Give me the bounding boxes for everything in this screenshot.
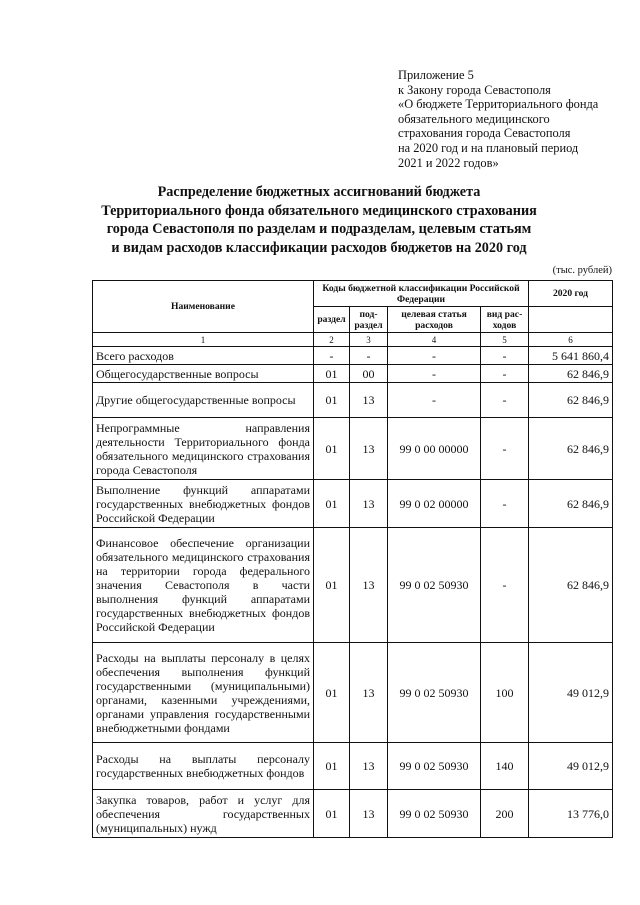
- row-amount: 62 846,9: [529, 528, 613, 643]
- appendix-line: 2021 и 2022 годов»: [398, 155, 499, 170]
- table-row: [93, 480, 613, 528]
- table-row: [93, 365, 613, 383]
- header-year: 2020 год: [529, 281, 613, 307]
- row-section: 01: [314, 418, 350, 480]
- column-number: 3: [350, 333, 388, 347]
- column-number: 1: [93, 333, 314, 347]
- row-type: -: [481, 365, 529, 383]
- row-section: 01: [314, 528, 350, 643]
- row-type: 140: [481, 743, 529, 790]
- appendix-note: [398, 68, 628, 170]
- header-name: Наименование: [93, 281, 314, 333]
- table-row: [93, 643, 613, 743]
- column-number: 2: [314, 333, 350, 347]
- row-amount: 49 012,9: [529, 743, 613, 790]
- row-subsection: 13: [350, 743, 388, 790]
- row-section: 01: [314, 365, 350, 383]
- row-subsection: -: [350, 347, 388, 365]
- row-section: 01: [314, 383, 350, 418]
- row-type: -: [481, 347, 529, 365]
- header-target: целевая статья расходов: [388, 307, 481, 333]
- header-section: раздел: [314, 307, 350, 333]
- row-subsection: 13: [350, 383, 388, 418]
- table-row: [93, 418, 613, 480]
- row-type: 100: [481, 643, 529, 743]
- row-name: Закупка товаров, работ и услуг для обеспечения государственных (муниципальных) нужд: [93, 790, 314, 838]
- row-amount: 62 846,9: [529, 418, 613, 480]
- row-type: -: [481, 383, 529, 418]
- row-section: 01: [314, 643, 350, 743]
- row-section: 01: [314, 743, 350, 790]
- row-section: -: [314, 347, 350, 365]
- table-row: [93, 347, 613, 365]
- header-expense-type: вид рас-ходов: [481, 307, 529, 333]
- row-amount: 49 012,9: [529, 643, 613, 743]
- appendix-line: обязательного медицинского: [398, 111, 550, 126]
- row-subsection: 13: [350, 480, 388, 528]
- row-subsection: 13: [350, 528, 388, 643]
- title-line: и видам расходов классификации расходов бюджетов на 2020 год: [111, 239, 527, 256]
- row-target: 99 0 02 50930: [388, 743, 481, 790]
- title-line: Распределение бюджетных ассигнований бюджета: [157, 184, 481, 200]
- row-target: -: [388, 365, 481, 383]
- row-amount: 13 776,0: [529, 790, 613, 838]
- title-line: города Севастополя по разделам и подразделам, целевым статьям: [106, 221, 532, 237]
- column-number: 6: [529, 333, 613, 347]
- row-section: 01: [314, 790, 350, 838]
- row-name: Расходы на выплаты персоналу государственных внебюджетных фондов: [93, 743, 314, 790]
- row-name: Непрограммные направления деятельности Территориального фонда обязательного медицинского страхования города Севастополя: [93, 418, 314, 480]
- row-section: 01: [314, 480, 350, 528]
- row-type: -: [481, 528, 529, 643]
- row-target: 99 0 02 00000: [388, 480, 481, 528]
- table-row: [93, 790, 613, 838]
- table-row: [93, 743, 613, 790]
- table-row: [93, 528, 613, 643]
- title-line: Территориального фонда обязательного медицинского страхования: [101, 202, 537, 219]
- column-number-row: [93, 333, 613, 347]
- header-codes-group: Коды бюджетной классификации Российской Федерации: [314, 281, 529, 307]
- appendix-line: Приложение 5: [398, 68, 474, 82]
- document-title: [60, 183, 578, 257]
- table-row: [93, 383, 613, 418]
- appendix-line: к Закону города Севастополя: [398, 82, 551, 97]
- row-type: 200: [481, 790, 529, 838]
- row-target: 99 0 02 50930: [388, 528, 481, 643]
- row-subsection: 13: [350, 643, 388, 743]
- row-name: Расходы на выплаты персоналу в целях обеспечения выполнения функций государственными (муниципальными) органами, казенными учреждениями, органами управления государственными внебюджетными фондами: [93, 643, 314, 743]
- row-amount: 62 846,9: [529, 383, 613, 418]
- row-subsection: 13: [350, 418, 388, 480]
- row-target: 99 0 00 00000: [388, 418, 481, 480]
- row-subsection: 00: [350, 365, 388, 383]
- row-target: 99 0 02 50930: [388, 643, 481, 743]
- row-name: Всего расходов: [93, 347, 314, 365]
- row-name: Финансовое обеспечение организации обязательного медицинского страхования на территории города федерального значения Севастополя в части выполнения функций аппаратами государственных внебюджетных фондов Российской Федерации: [93, 528, 314, 643]
- header-year-blank: [529, 307, 613, 333]
- row-subsection: 13: [350, 790, 388, 838]
- row-name: Выполнение функций аппаратами государственных внебюджетных фондов Российской Федерации: [93, 480, 314, 528]
- row-target: -: [388, 383, 481, 418]
- row-target: -: [388, 347, 481, 365]
- row-amount: 5 641 860,4: [529, 347, 613, 365]
- column-number: 5: [481, 333, 529, 347]
- header-subsection: под-раздел: [350, 307, 388, 333]
- budget-table: [92, 280, 613, 838]
- row-type: -: [481, 418, 529, 480]
- appendix-line: на 2020 год и на плановый период: [398, 140, 579, 155]
- row-amount: 62 846,9: [529, 365, 613, 383]
- appendix-line: страхования города Севастополя: [398, 126, 571, 141]
- row-name: Другие общегосударственные вопросы: [93, 383, 314, 418]
- row-name: Общегосударственные вопросы: [93, 365, 314, 383]
- row-amount: 62 846,9: [529, 480, 613, 528]
- row-type: -: [481, 480, 529, 528]
- appendix-line: «О бюджете Территориального фонда: [398, 97, 599, 112]
- units-note: (тыс. рублей): [552, 265, 612, 276]
- row-target: 99 0 02 50930: [388, 790, 481, 838]
- column-number: 4: [388, 333, 481, 347]
